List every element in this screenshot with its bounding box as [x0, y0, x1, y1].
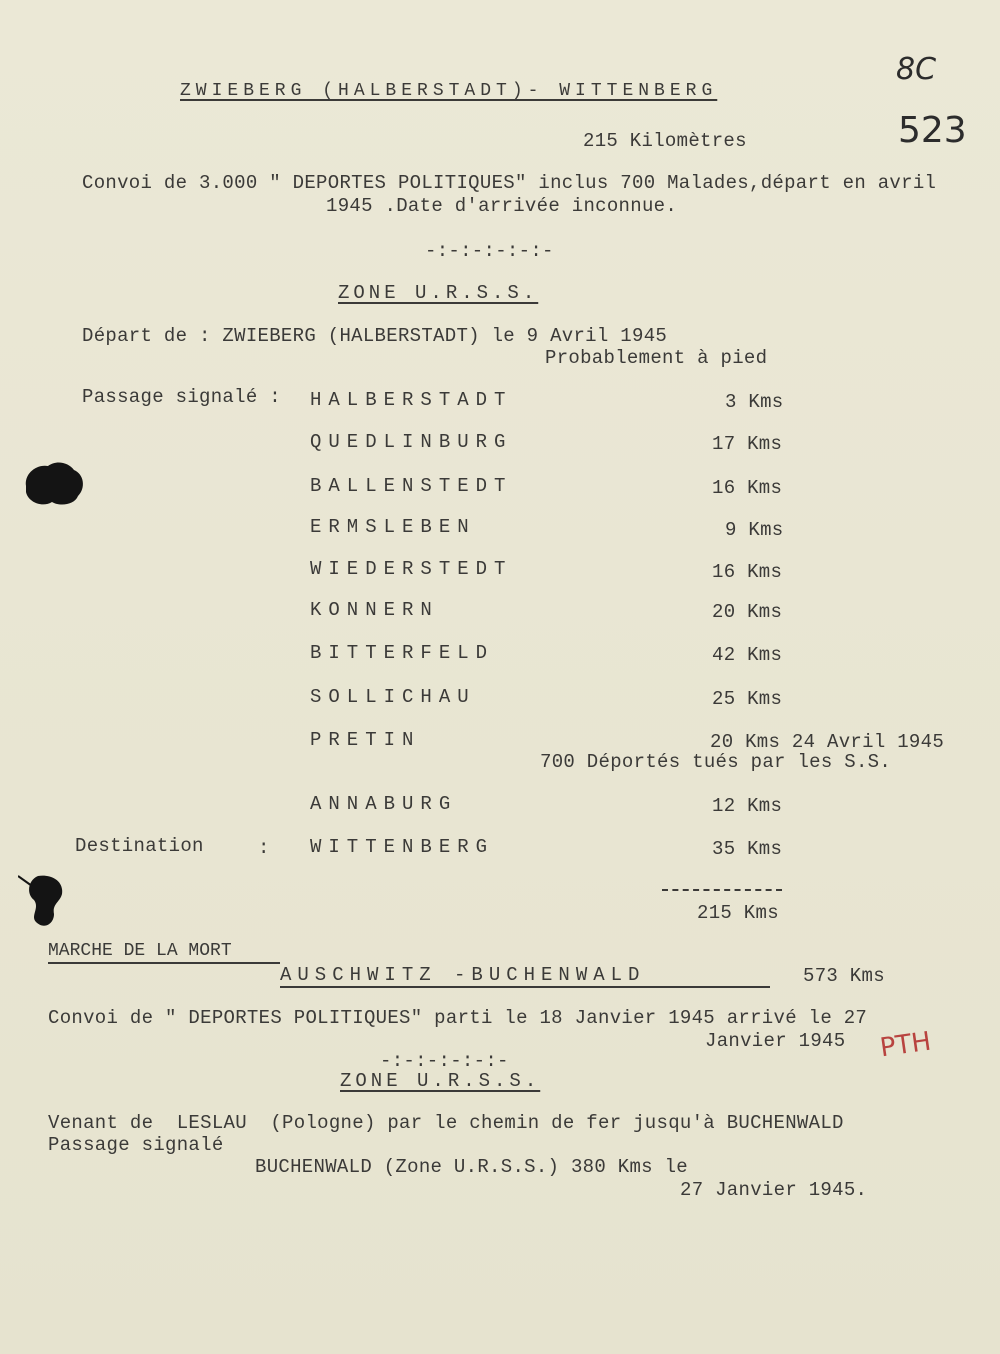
convoy-line-2: Janvier 1945 [705, 1030, 846, 1052]
page-number: 523 [898, 110, 967, 151]
separator: -:-:-:-:-:- [425, 240, 554, 262]
stop-distance: 17 Kms [712, 433, 783, 455]
route-rule [280, 986, 770, 988]
stop-distance: 42 Kms [712, 644, 783, 666]
stop-name: ANNABURG [310, 793, 458, 815]
destination-name: WITTENBERG [310, 836, 495, 858]
pretin-note: 700 Déportés tués par les S.S. [540, 751, 892, 773]
total-km: 215 Kms [697, 902, 779, 924]
ink-blot-icon [20, 458, 86, 508]
red-stamp: PTH [878, 1026, 933, 1064]
document-title: ZWIEBERG (HALBERSTADT)- WITTENBERG [180, 81, 718, 101]
stop-distance: 20 Kms [712, 601, 783, 623]
stop-distance: 25 Kms [712, 688, 783, 710]
section-label: MARCHE DE LA MORT [48, 941, 232, 961]
section-label-rule [48, 962, 280, 964]
stop-distance: 9 Kms [725, 519, 784, 541]
passage-label-2: Passage signalé [48, 1134, 224, 1156]
total-distance: 215 Kilomètres [583, 130, 747, 152]
departure-note: Probablement à pied [545, 347, 768, 369]
destination-label: Destination [75, 835, 204, 857]
destination-colon: : [258, 837, 270, 859]
passage-label: Passage signalé : [82, 386, 281, 408]
buchenwald-line: BUCHENWALD (Zone U.R.S.S.) 380 Kms le [255, 1156, 688, 1178]
intro-line-1: Convoi de 3.000 " DEPORTES POLITIQUES" inclus 700 Malades,départ en avril [82, 172, 937, 194]
total-rule [662, 889, 782, 891]
stop-name: PRETIN [310, 729, 421, 751]
stop-name: SOLLICHAU [310, 686, 476, 708]
stop-name: ERMSLEBEN [310, 516, 476, 538]
stop-distance: 12 Kms [712, 795, 783, 817]
stop-name: QUEDLINBURG [310, 431, 513, 453]
section-route: AUSCHWITZ -BUCHENWALD [280, 964, 646, 986]
departure-line: Départ de : ZWIEBERG (HALBERSTADT) le 9 Avril 1945 [82, 325, 668, 347]
stop-name: BITTERFELD [310, 642, 495, 664]
stop-name: KONNERN [310, 599, 439, 621]
stop-name: HALBERSTADT [310, 389, 513, 411]
destination-distance: 35 Kms [712, 838, 783, 860]
convoy-line-1: Convoi de " DEPORTES POLITIQUES" parti le 18 Janvier 1945 arrivé le 27 [48, 1007, 868, 1029]
stop-distance: 16 Kms [712, 477, 783, 499]
ink-blot-icon [18, 872, 70, 930]
zone-title-2: ZONE U.R.S.S. [340, 1070, 541, 1092]
stop-name: BALLENSTEDT [310, 475, 513, 497]
separator-2: -:-:-:-:-:- [380, 1050, 509, 1072]
buchenwald-date: 27 Janvier 1945. [680, 1179, 868, 1201]
zone-title: ZONE U.R.S.S. [338, 282, 539, 304]
stop-name: WIEDERSTEDT [310, 558, 513, 580]
intro-line-2: 1945 .Date d'arrivée inconnue. [326, 195, 678, 217]
handwritten-mark: 8C [896, 52, 937, 87]
stop-distance: 16 Kms [712, 561, 783, 583]
route-distance: 573 Kms [803, 965, 885, 987]
venant-line: Venant de LESLAU (Pologne) par le chemin de fer jusqu'à BUCHENWALD [48, 1112, 844, 1134]
stop-distance: 3 Kms [725, 391, 784, 413]
stop-distance: 20 Kms 24 Avril 1945 [710, 731, 945, 753]
